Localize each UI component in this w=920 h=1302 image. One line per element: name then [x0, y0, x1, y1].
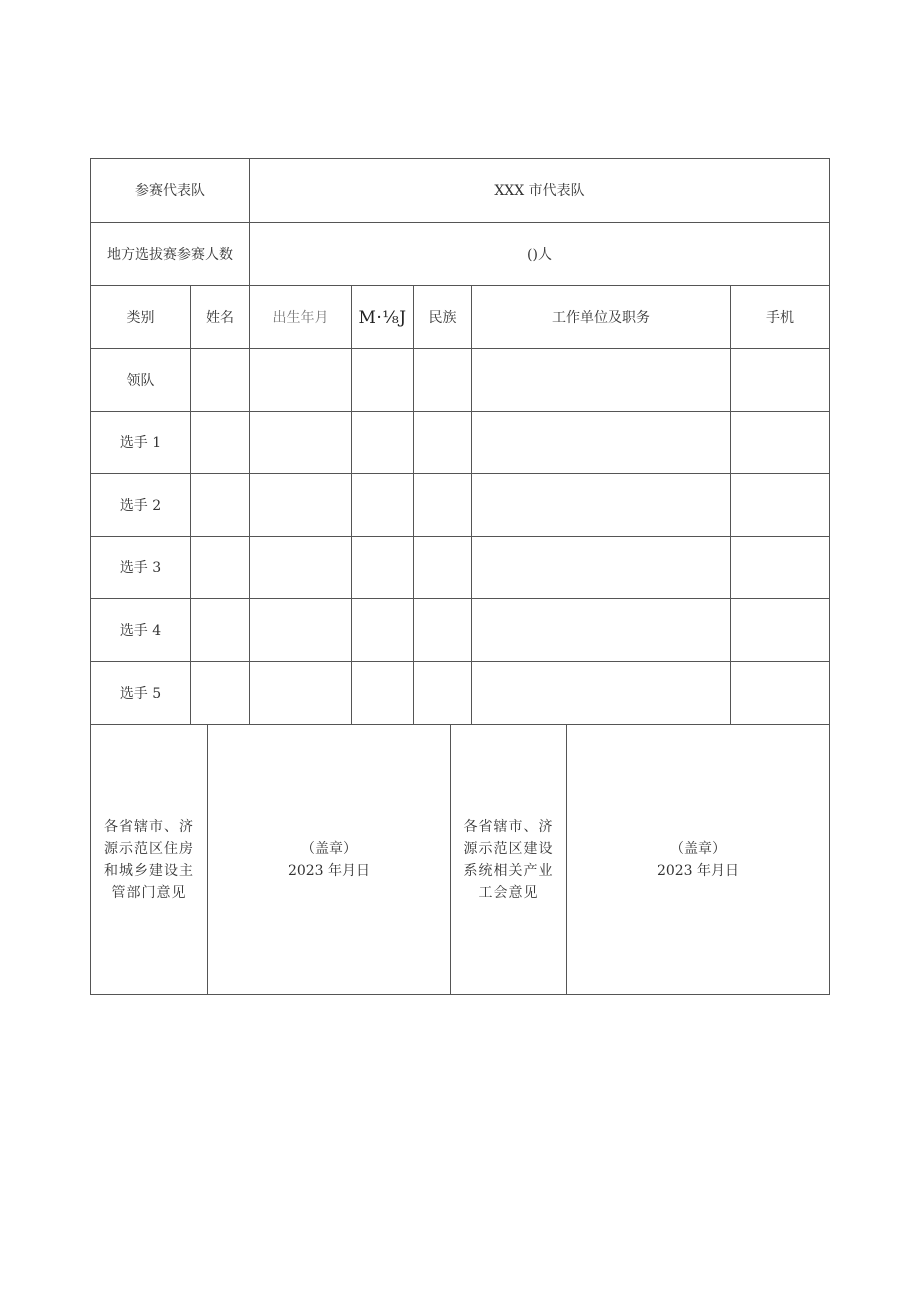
row-category: 选手 5	[119, 685, 162, 702]
gender-cell[interactable]	[351, 662, 413, 725]
team-label: 参赛代表队	[135, 182, 205, 199]
gender-cell[interactable]	[351, 599, 413, 662]
stamp-label: （盖章）	[301, 840, 357, 857]
name-cell[interactable]	[190, 599, 249, 662]
count-row	[91, 222, 829, 286]
ethnicity-cell[interactable]	[413, 474, 471, 537]
gender-cell[interactable]	[351, 537, 413, 599]
team-value: XXX 市代表队	[249, 159, 829, 222]
table-row	[91, 473, 829, 537]
workplace-cell[interactable]	[471, 599, 730, 662]
name-cell[interactable]	[190, 537, 249, 599]
housing-department-stamp-area[interactable]	[207, 725, 450, 994]
birth-cell[interactable]	[249, 599, 351, 662]
table-row	[91, 661, 829, 725]
workplace-cell[interactable]	[471, 474, 730, 537]
ethnicity-cell[interactable]	[413, 537, 471, 599]
phone-cell[interactable]	[730, 474, 829, 537]
workplace-cell[interactable]	[471, 537, 730, 599]
phone-cell[interactable]	[730, 662, 829, 725]
gender-cell[interactable]	[351, 474, 413, 537]
count-label: 地方选拔赛参赛人数	[107, 246, 233, 263]
table-row	[91, 536, 829, 599]
gender-cell[interactable]	[351, 412, 413, 474]
row-category: 领队	[126, 372, 155, 389]
phone-cell[interactable]	[730, 412, 829, 474]
name-cell[interactable]	[190, 349, 249, 412]
workplace-cell[interactable]	[471, 412, 730, 474]
registration-form-table	[90, 158, 830, 995]
birth-cell[interactable]	[249, 412, 351, 474]
team-row	[91, 159, 829, 222]
header-ethnicity: 民族	[413, 286, 471, 349]
table-row	[91, 411, 829, 474]
stamp-date: 2023 年月日	[656, 862, 740, 879]
gender-cell[interactable]	[351, 349, 413, 412]
name-cell[interactable]	[190, 474, 249, 537]
table-row	[91, 348, 829, 412]
header-workplace: 工作单位及职务	[471, 286, 730, 349]
birth-cell[interactable]	[249, 662, 351, 725]
header-gender: M·⅛J	[351, 286, 413, 349]
header-phone: 手机	[730, 286, 829, 349]
count-value: ()人	[249, 223, 829, 286]
header-category: 类别	[126, 309, 155, 326]
opinion-row	[91, 724, 829, 994]
header-birth: 出生年月	[249, 286, 351, 349]
workplace-cell[interactable]	[471, 662, 730, 725]
stamp-label: （盖章）	[670, 840, 726, 857]
workplace-cell[interactable]	[471, 349, 730, 412]
trade-union-stamp-area[interactable]	[566, 725, 829, 994]
ethnicity-cell[interactable]	[413, 599, 471, 662]
header-row	[91, 285, 829, 349]
trade-union-opinion-label: 各省辖市、济源示范区建设系统相关产业工会意见	[450, 725, 566, 994]
name-cell[interactable]	[190, 662, 249, 725]
phone-cell[interactable]	[730, 349, 829, 412]
row-category: 选手 3	[119, 560, 162, 576]
birth-cell[interactable]	[249, 349, 351, 412]
phone-cell[interactable]	[730, 537, 829, 599]
row-category: 选手 4	[119, 622, 162, 639]
ethnicity-cell[interactable]	[413, 412, 471, 474]
birth-cell[interactable]	[249, 474, 351, 537]
stamp-date: 2023 年月日	[287, 862, 371, 879]
phone-cell[interactable]	[730, 599, 829, 662]
row-category: 选手 2	[119, 497, 162, 514]
header-name: 姓名	[190, 286, 249, 349]
name-cell[interactable]	[190, 412, 249, 474]
ethnicity-cell[interactable]	[413, 349, 471, 412]
ethnicity-cell[interactable]	[413, 662, 471, 725]
birth-cell[interactable]	[249, 537, 351, 599]
housing-department-opinion-label: 各省辖市、济源示范区住房和城乡建设主管部门意见	[104, 818, 194, 901]
row-category: 选手 1	[119, 435, 162, 451]
table-row	[91, 598, 829, 662]
